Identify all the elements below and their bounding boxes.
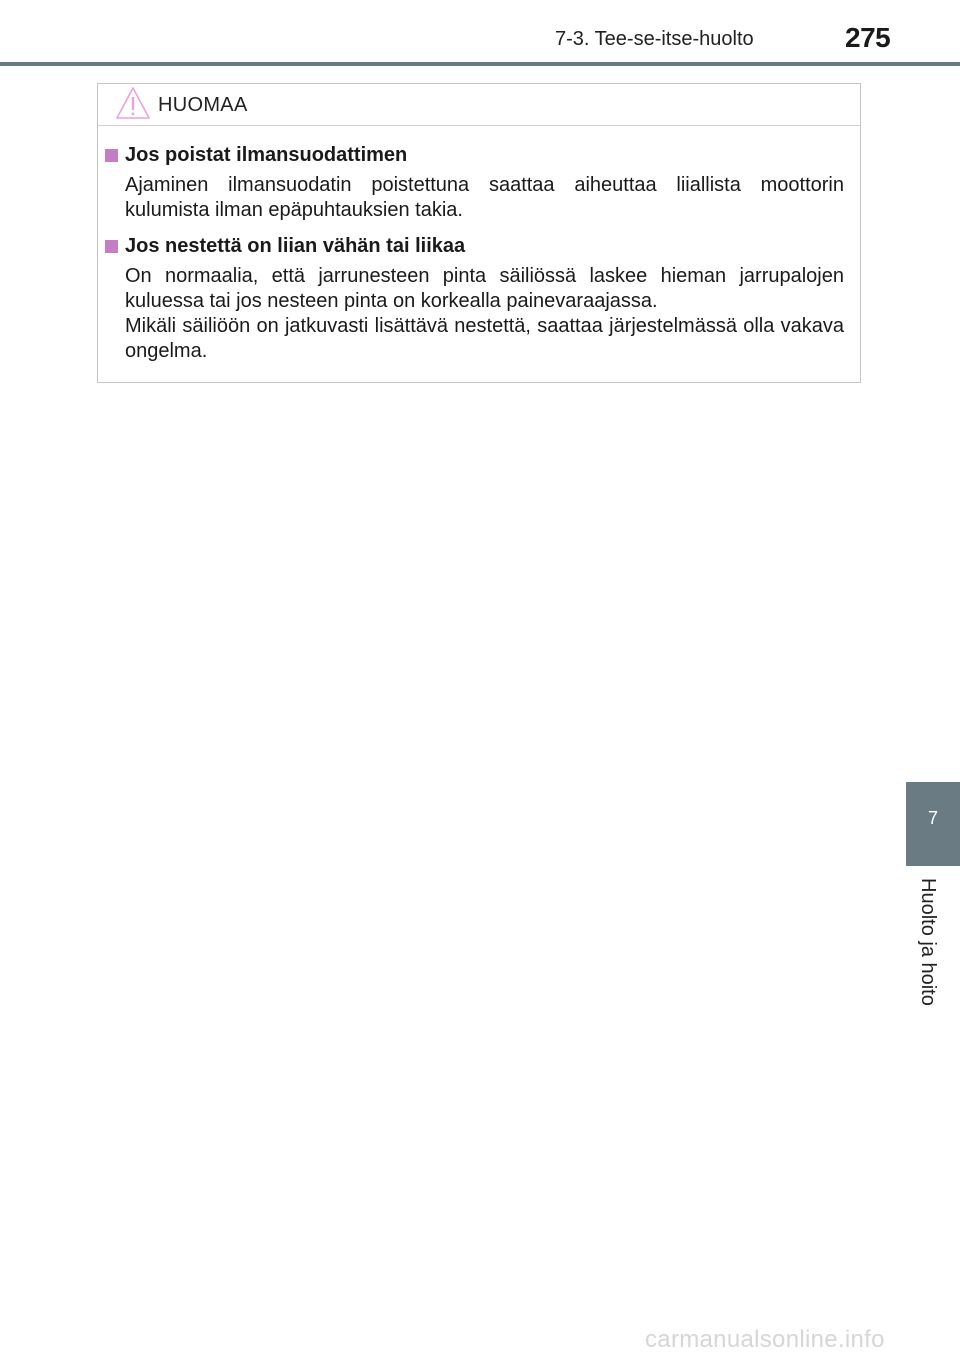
page-number: 275 [845, 22, 891, 53]
notice-title: HUOMAA [158, 94, 248, 116]
side-tab[interactable] [906, 782, 960, 866]
section-heading-text: Jos poistat ilmansuodattimen [125, 143, 408, 166]
bullet-square-icon [105, 240, 118, 253]
section-paragraph: Ajaminen ilmansuodatin poistettuna saattaa aiheuttaa liiallista moottorin kulumista ilman epäpuhtauksien takia. [125, 174, 844, 221]
notice-header [98, 84, 860, 126]
section-heading [105, 233, 844, 259]
watermark: carmanualsonline.info [645, 1326, 885, 1353]
section-paragraph: Mikäli säiliöön on jatkuvasti lisättävä nestettä, saattaa järjestelmässä olla vakava ongelma. [125, 315, 844, 362]
side-tab-number: 7 [927, 808, 938, 828]
section-heading-text: Jos nestettä on liian vähän tai liikaa [125, 234, 466, 257]
warning-triangle-icon [115, 86, 151, 120]
header-rule [0, 62, 960, 66]
notice-box [97, 83, 861, 383]
notice-section [105, 142, 844, 223]
section-heading [105, 142, 844, 168]
header-section-title: 7-3. Tee-se-itse-huolto [555, 28, 754, 50]
bullet-square-icon [105, 149, 118, 162]
section-text [125, 173, 844, 223]
side-tab-label: Huolto ja hoito [917, 878, 939, 1006]
section-paragraph: On normaalia, että jarrunesteen pinta säiliössä laskee hieman jarrupalojen kuluessa tai jos nesteen pinta on korkealla painevaraajassa. [125, 265, 844, 312]
section-text [125, 264, 844, 364]
notice-section [105, 233, 844, 364]
notice-body [105, 142, 844, 374]
